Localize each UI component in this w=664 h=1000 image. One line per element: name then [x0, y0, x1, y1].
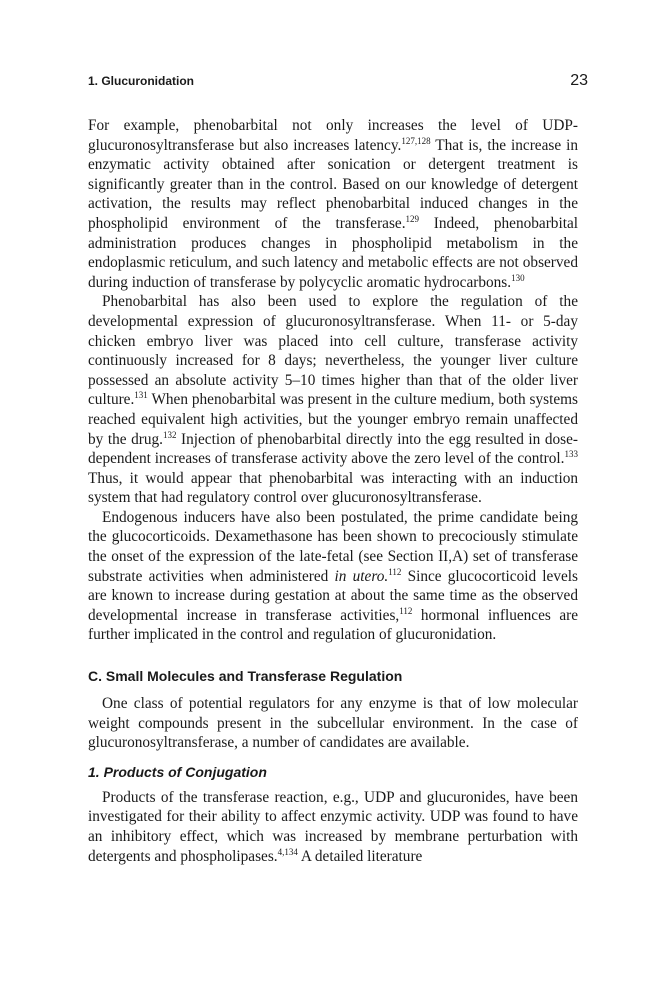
running-head [88, 72, 588, 102]
subsection-heading: 1. Products of Conjugation [88, 763, 267, 780]
text-segment: Phenobarbital has also been used to explore the regulation of the developmental expression of glucuronosyltransferase. When 11- or 5-day chicken embryo liver was placed into cell culture, transferase activity continuously increased for 8 days; nevertheless, the younger liver culture possessed an absolute activity 5–10 times higher than that of the older liver culture. [88, 293, 578, 409]
text-segment: A detailed literature [297, 847, 423, 865]
citation: 4,134 [277, 846, 298, 857]
body-text [88, 116, 578, 866]
text-segment: One class of potential regulators for any enzyme is that of low molecular weight compounds present in the subcellular environment. In the case of glucuronosyltransferase, a number of candidates are available. [88, 695, 578, 752]
text-segment: When phenobarbital was present in the culture medium, both systems reached equivalent high activities, but the younger embryo remain unaffected by the drug. [88, 391, 578, 448]
book-page [88, 72, 588, 866]
text-segment: Indeed, phenobarbital administration produces changes in phospholipid metabolism in the endoplasmic reticulum, and such latency and metabolic effects are not observed during induction of transferase by polycyclic aromatic hydrocarbons. [88, 214, 578, 291]
text-segment: Thus, it would appear that phenobarbital was interacting with an induction system that had regulatory control over glucuronosyltransferase. [88, 469, 578, 507]
paragraph-phenobarbital-latency [88, 116, 578, 292]
paragraph-small-molecules [88, 694, 578, 753]
text-segment: That is, the increase in enzymatic activity obtained after sonication or detergent treatment is significantly greater than in the control. Based on our knowledge of detergent activation, the results may reflect phenobarbital induced changes in the phospholipid environment of the transferase. [88, 136, 578, 232]
paragraph-developmental-expression [88, 292, 578, 508]
page-number: 23 [570, 72, 588, 89]
citation: 127,128 [401, 135, 431, 146]
citation: 130 [511, 272, 525, 283]
citation: 133 [564, 449, 578, 460]
citation: 112 [388, 566, 402, 577]
text-segment: Endogenous inducers have also been postulated, the prime candidate being the glucocorticoids. Dexamethasone has been shown to precociously stimulate the onset of the expression of the late-fetal (see Section II,A) set of transferase substrate activities when administered [88, 508, 578, 585]
citation: 132 [162, 429, 177, 440]
text-segment: Products of the transferase reaction, e.g., UDP and glucuronides, have been investigated for their ability to affect enzymic activity. UDP was found to have an inhibitory effect, which was increased by membrane perturbation with detergents and phospholipases. [88, 788, 578, 865]
text-segment: hormonal influences are further implicated in the control and regulation of glucuronidation. [88, 606, 578, 644]
text-segment: Since glucocorticoid levels are known to increase during gestation at about the same time as the observed developmental increase in transferase activities, [88, 567, 578, 624]
text-segment: Injection of phenobarbital directly into the egg resulted in dose-dependent increases of transferase activity above the zero level of the control. [88, 430, 579, 468]
paragraph-endogenous-inducers [88, 508, 578, 645]
citation: 129 [405, 213, 420, 224]
running-title: 1. Glucuronidation [88, 74, 195, 88]
citation: 131 [134, 390, 148, 401]
italic-text: in utero. [334, 567, 389, 585]
citation: 112 [399, 605, 413, 616]
text-segment: For example, phenobarbital not only increases the level of UDP-glucuronosyltransferase but also increases latency. [88, 117, 578, 154]
section-heading: C. Small Molecules and Transferase Regulation [88, 668, 403, 685]
paragraph-products-of-conjugation [88, 788, 578, 866]
